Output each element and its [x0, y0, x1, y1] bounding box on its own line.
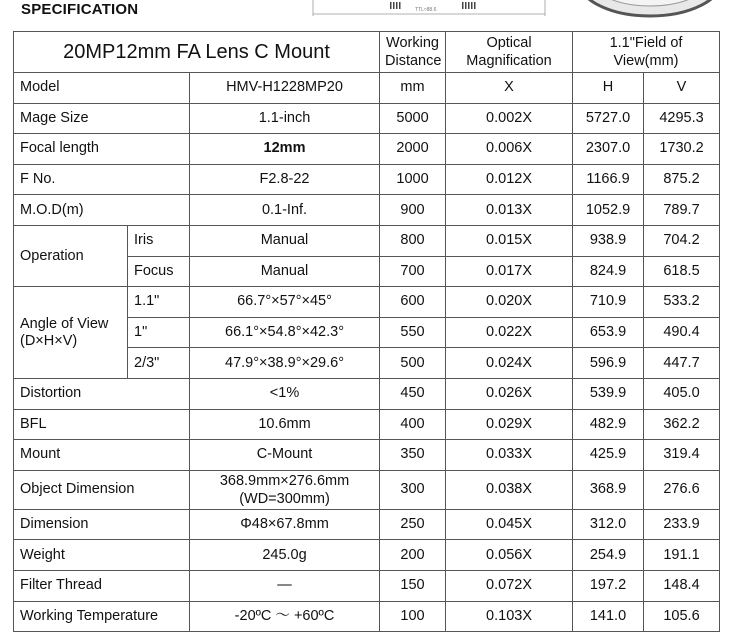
- fov-v-cell: 618.5: [644, 256, 720, 287]
- table-row: [14, 409, 720, 440]
- row-label: F No.: [14, 164, 190, 195]
- magnification-cell: 0.103X: [446, 601, 573, 632]
- magnification-cell: 0.017X: [446, 256, 573, 287]
- lens-drawing: [312, 0, 546, 16]
- fov-v-cell: 490.4: [644, 317, 720, 348]
- row-label: Object Dimension: [14, 470, 190, 509]
- fov-v-cell: 148.4: [644, 570, 720, 601]
- row-value: F2.8-22: [190, 164, 380, 195]
- fov-v-cell: 447.7: [644, 348, 720, 379]
- fov-h-cell: 938.9: [573, 225, 644, 256]
- working-distance-cell: 600: [380, 287, 446, 318]
- row-value: <1%: [190, 378, 380, 409]
- working-distance-cell: 300: [380, 470, 446, 509]
- row-label: Distortion: [14, 378, 190, 409]
- row-value: 245.0g: [190, 540, 380, 571]
- specification-table: [13, 31, 720, 632]
- row-value-line: 368.9mm×276.6mm: [219, 472, 350, 489]
- drawing-dimension-label: TTL≈88.6: [415, 7, 437, 13]
- table-row: [14, 470, 720, 509]
- magnification-cell: 0.056X: [446, 540, 573, 571]
- working-distance-cell: 400: [380, 409, 446, 440]
- row-label: Weight: [14, 540, 190, 571]
- row-label: Mount: [14, 440, 190, 471]
- table-row: [14, 440, 720, 471]
- fov-h-cell: 539.9: [573, 378, 644, 409]
- fov-v-cell: 362.2: [644, 409, 720, 440]
- header-optical-magnification: Optical Magnification: [446, 32, 573, 73]
- fov-v-cell: 276.6: [644, 470, 720, 509]
- row-value-line: (WD=300mm): [239, 490, 330, 507]
- fov-v-cell: 789.7: [644, 195, 720, 226]
- row-label: Dimension: [14, 509, 190, 540]
- magnification-cell: 0.015X: [446, 225, 573, 256]
- fov-h-cell: 368.9: [573, 470, 644, 509]
- row-value: Manual: [190, 256, 380, 287]
- working-distance-cell: 1000: [380, 164, 446, 195]
- working-distance-cell: 350: [380, 440, 446, 471]
- row-label: Focal length: [14, 134, 190, 165]
- row-sub-label: 2/3": [128, 348, 190, 379]
- lens-front-image: [575, 0, 725, 18]
- fov-v-cell: 704.2: [644, 225, 720, 256]
- magnification-cell: 0.013X: [446, 195, 573, 226]
- magnification-cell: 0.072X: [446, 570, 573, 601]
- fov-h-cell: 5727.0: [573, 103, 644, 134]
- header-field-of-view: 1.1"Field of View(mm): [573, 32, 720, 73]
- table-title: 20MP12mm FA Lens C Mount: [14, 32, 380, 73]
- table-row: [14, 509, 720, 540]
- unit-wd: mm: [380, 73, 446, 104]
- row-label: M.O.D(m): [14, 195, 190, 226]
- row-value: 0.1-Inf.: [190, 195, 380, 226]
- row-label: Working Temperature: [14, 601, 190, 632]
- table-row: [14, 601, 720, 632]
- row-sub-label: Focus: [128, 256, 190, 287]
- fov-h-cell: 425.9: [573, 440, 644, 471]
- working-distance-cell: 800: [380, 225, 446, 256]
- row-value: -20ºC ～ +60ºC: [190, 601, 380, 632]
- row-label: Filter Thread: [14, 570, 190, 601]
- working-distance-cell: 900: [380, 195, 446, 226]
- fov-h-cell: 824.9: [573, 256, 644, 287]
- row-value: —: [190, 570, 380, 601]
- row-value: Φ48×67.8mm: [190, 509, 380, 540]
- fov-v-cell: 4295.3: [644, 103, 720, 134]
- row-value: 66.1°×54.8°×42.3°: [190, 317, 380, 348]
- fov-h-cell: 254.9: [573, 540, 644, 571]
- magnification-cell: 0.020X: [446, 287, 573, 318]
- fov-h-cell: 710.9: [573, 287, 644, 318]
- magnification-cell: 0.045X: [446, 509, 573, 540]
- fov-h-cell: 197.2: [573, 570, 644, 601]
- fov-h-cell: 596.9: [573, 348, 644, 379]
- working-distance-cell: 550: [380, 317, 446, 348]
- working-distance-cell: 450: [380, 378, 446, 409]
- fov-h-cell: 653.9: [573, 317, 644, 348]
- fov-v-cell: 533.2: [644, 287, 720, 318]
- row-group-label: Angle of View (D×H×V): [14, 287, 128, 379]
- fov-h-cell: 2307.0: [573, 134, 644, 165]
- unit-v: V: [644, 73, 720, 104]
- working-distance-cell: 2000: [380, 134, 446, 165]
- unit-mag: X: [446, 73, 573, 104]
- magnification-cell: 0.026X: [446, 378, 573, 409]
- fov-v-cell: 1730.2: [644, 134, 720, 165]
- fov-h-cell: 1166.9: [573, 164, 644, 195]
- magnification-cell: 0.012X: [446, 164, 573, 195]
- working-distance-cell: 150: [380, 570, 446, 601]
- row-value: 10.6mm: [190, 409, 380, 440]
- table-row: [14, 195, 720, 226]
- table-row: [14, 73, 720, 104]
- fov-h-cell: 1052.9: [573, 195, 644, 226]
- working-distance-cell: 5000: [380, 103, 446, 134]
- row-value: 47.9°×38.9°×29.6°: [190, 348, 380, 379]
- row-label: Mage Size: [14, 103, 190, 134]
- row-sub-label: Iris: [128, 225, 190, 256]
- magnification-cell: 0.038X: [446, 470, 573, 509]
- unit-h: H: [573, 73, 644, 104]
- table-row: [14, 164, 720, 195]
- magnification-cell: 0.002X: [446, 103, 573, 134]
- magnification-cell: 0.024X: [446, 348, 573, 379]
- row-value: HMV-H1228MP20: [190, 73, 380, 104]
- table-row: [14, 134, 720, 165]
- magnification-cell: 0.033X: [446, 440, 573, 471]
- table-row: [14, 570, 720, 601]
- section-title: SPECIFICATION: [21, 1, 139, 18]
- header-working-distance: Working Distance: [380, 32, 446, 73]
- row-group-label: Operation: [14, 225, 128, 286]
- row-sub-label: 1.1": [128, 287, 190, 318]
- row-value: Manual: [190, 225, 380, 256]
- fov-h-cell: 141.0: [573, 601, 644, 632]
- table-row: [14, 378, 720, 409]
- table-row: [14, 540, 720, 571]
- table-row: [14, 287, 720, 318]
- magnification-cell: 0.022X: [446, 317, 573, 348]
- row-label: Model: [14, 73, 190, 104]
- row-label: BFL: [14, 409, 190, 440]
- fov-h-cell: 312.0: [573, 509, 644, 540]
- row-value: C-Mount: [190, 440, 380, 471]
- row-value: 66.7°×57°×45°: [190, 287, 380, 318]
- fov-v-cell: 233.9: [644, 509, 720, 540]
- working-distance-cell: 250: [380, 509, 446, 540]
- table-header-row: [14, 32, 720, 73]
- table-row: [14, 103, 720, 134]
- row-value: [190, 470, 380, 509]
- working-distance-cell: 500: [380, 348, 446, 379]
- fov-h-cell: 482.9: [573, 409, 644, 440]
- fov-v-cell: 319.4: [644, 440, 720, 471]
- magnification-cell: 0.029X: [446, 409, 573, 440]
- row-value: 12mm: [190, 134, 380, 165]
- working-distance-cell: 200: [380, 540, 446, 571]
- fov-v-cell: 405.0: [644, 378, 720, 409]
- working-distance-cell: 700: [380, 256, 446, 287]
- row-sub-label: 1": [128, 317, 190, 348]
- fov-v-cell: 105.6: [644, 601, 720, 632]
- fov-v-cell: 191.1: [644, 540, 720, 571]
- table-row: [14, 225, 720, 256]
- magnification-cell: 0.006X: [446, 134, 573, 165]
- fov-v-cell: 875.2: [644, 164, 720, 195]
- row-value: 1.1-inch: [190, 103, 380, 134]
- working-distance-cell: 100: [380, 601, 446, 632]
